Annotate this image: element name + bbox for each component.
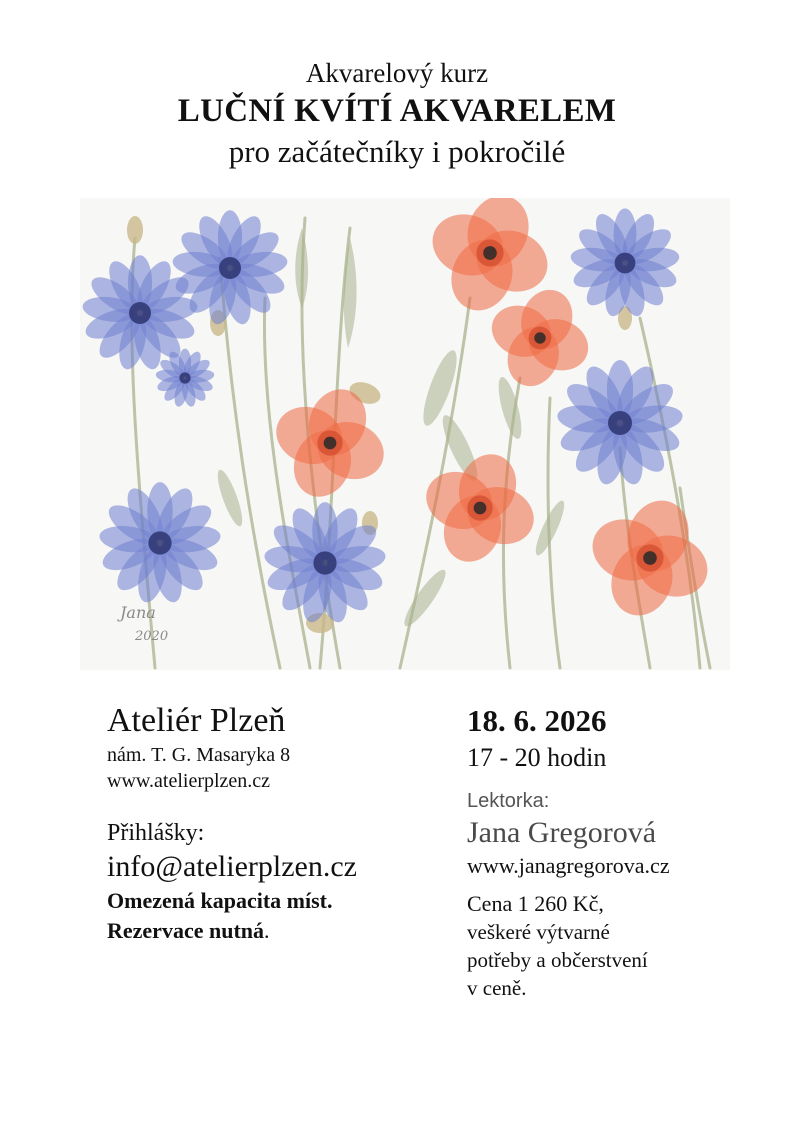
reservation-notice [107, 916, 427, 946]
event-time: 17 - 20 hodin [467, 743, 607, 772]
wheat-ear [295, 228, 308, 308]
course-audience: pro začátečníky i pokročilé [228, 134, 566, 169]
poppy [584, 492, 716, 624]
price-detail-line: potřeby a občerstvení [467, 948, 648, 972]
lecturer-website-link[interactable]: www.janagregorova.cz [467, 853, 670, 878]
price-detail-line: veškeré výtvarné [467, 920, 610, 944]
registration-email-link[interactable]: info@atelierplzen.cz [107, 850, 357, 883]
poppy [418, 446, 542, 570]
reservation-text: Rezervace nutná [107, 918, 265, 943]
stem [220, 258, 280, 668]
leaf [399, 566, 451, 631]
leaf [213, 467, 247, 528]
watercolor-painting [80, 198, 730, 670]
venue-name: Ateliér Plzeň [107, 702, 286, 739]
event-date: 18. 6. 2026 [467, 703, 607, 738]
cornflower [98, 482, 222, 605]
artist-signature-year: 2020 [135, 629, 169, 644]
cornflower [556, 360, 684, 487]
cornflower [155, 349, 215, 408]
venue-section [107, 700, 427, 946]
capacity-notice: Omezená kapacita míst. [107, 888, 333, 913]
course-title: LUČNÍ KVÍTÍ AKVARELEM [177, 93, 617, 129]
bud [127, 216, 143, 244]
event-section [467, 700, 767, 1002]
poster-header [0, 56, 794, 172]
course-type: Akvarelový kurz [305, 58, 489, 88]
price-line: Cena 1 260 Kč, [467, 891, 604, 916]
venue-address: nám. T. G. Masaryka 8 [107, 744, 291, 766]
cornflower [569, 208, 680, 318]
cornflowers [81, 208, 684, 625]
leaf [494, 375, 526, 441]
venue-website-link[interactable]: www.atelierplzen.cz [107, 770, 271, 792]
price-detail-line: v ceně. [467, 976, 527, 1000]
lecturer-name: Jana Gregorová [467, 816, 657, 849]
registration-label: Přihlášky: [107, 820, 205, 846]
lecturer-label: Lektorka: [467, 790, 550, 812]
reservation-period: . [264, 918, 270, 943]
meadow-flowers-illustration [80, 198, 730, 670]
artist-signature-name: Jana [120, 603, 156, 622]
